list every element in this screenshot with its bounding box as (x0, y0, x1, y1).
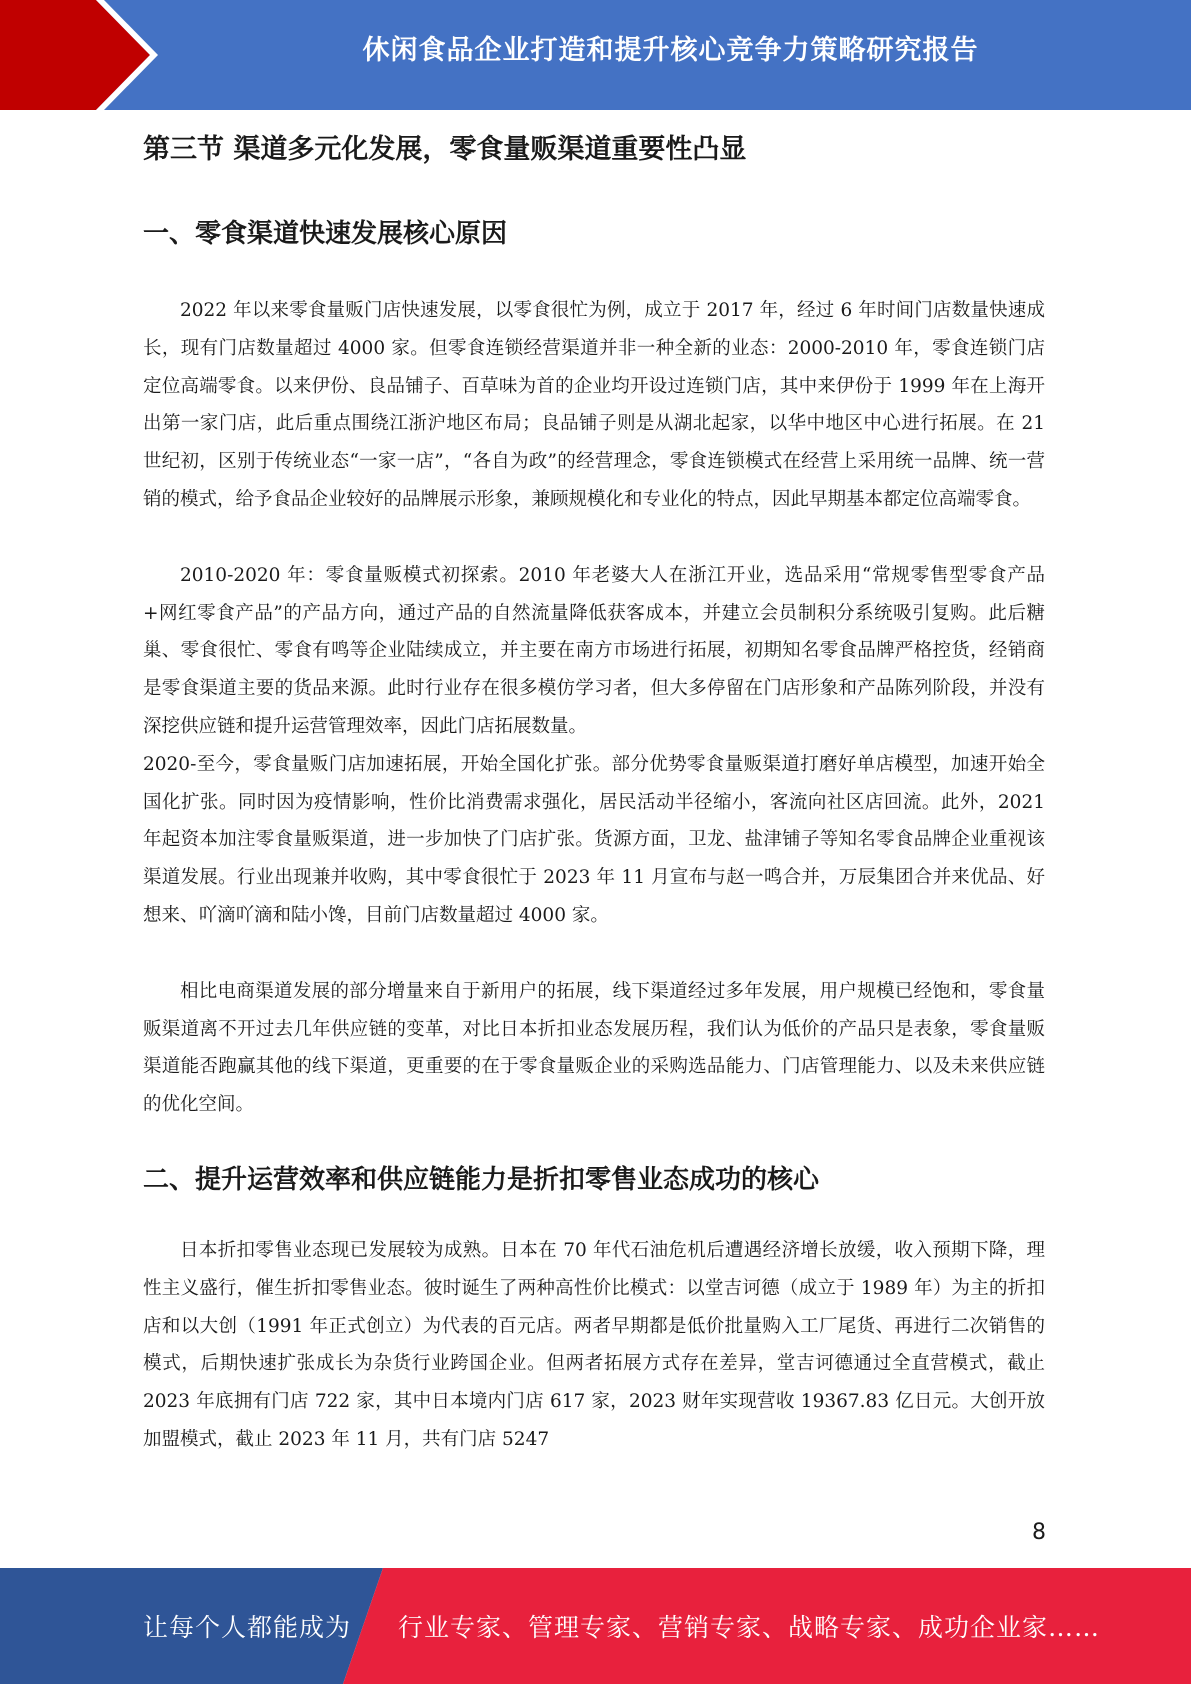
page-footer (0, 1568, 1191, 1684)
page-content (143, 130, 1045, 1459)
part2-heading: 二、提升运营效率和供应链能力是折扣零售业态成功的核心 (143, 1164, 820, 1195)
part1-paragraph-3: 2020-至今，零食量贩门店加速拓展，开始全国化扩张。部分优势零食量贩渠道打磨好单店模型，加速开始全国化扩张。同时因为疫情影响，性价比消费需求强化，居民活动半径缩小，客流向社区店回流。此外，2021 年起资本加注零食量贩渠道，进一步加快了门店扩张。货源方面，卫龙、盐津铺子等知名零食品牌企业重视该渠道发展。行业出现兼并收购，其中零食很忙于 2023 年 11 月宣布与赵一鸣合并，万辰集团合并来优品、好想来、吖滴吖滴和陆小馋，目前门店数量超过 4000 家。 (143, 753, 1045, 926)
footer-slogan-left: 让每个人都能成为 (143, 1613, 352, 1642)
part2-paragraph-1: 日本折扣零售业态现已发展较为成熟。日本在 70 年代石油危机后遭遇经济增长放缓，收入预期下降，理性主义盛行，催生折扣零售业态。彼时诞生了两种高性价比模式：以堂吉诃德（成立于 1989 年）为主的折扣店和以大创（1991 年正式创立）为代表的百元店。两者早期都是低价批量购入工厂尾货、再进行二次销售的模式，后期快速扩张成长为杂货行业跨国企业。但两者拓展方式存在差异，堂吉诃德通过全直营模式，截止 2023 年底拥有门店 722 家，其中日本境内门店 617 家，2023 财年实现营收 19367.83 亿日元。大创开放加盟模式，截止 2023 年 11 月，共有门店 5247 (143, 1239, 1045, 1450)
part1-paragraph-2: 2010-2020 年：零食量贩模式初探索。2010 年老婆大人在浙江开业，选品采用“常规零售型零食产品+网红零食产品”的产品方向，通过产品的自然流量降低获客成本，并建立会员制积分系统吸引复购。此后糖巢、零食很忙、零食有鸣等企业陆续成立，并主要在南方市场进行拓展，初期知名零食品牌严格控货，经销商是零食渠道主要的货品来源。此时行业存在很多模仿学习者，但大多停留在门店形象和产品陈列阶段，并没有深挖供应链和提升运营管理效率，因此门店拓展数量。 (143, 564, 1045, 737)
page-number: 8 (1032, 1520, 1046, 1545)
section-title: 第三节 渠道多元化发展，零食量贩渠道重要性凸显 (143, 134, 747, 165)
report-title: 休闲食品企业打造和提升核心竞争力策略研究报告 (362, 35, 979, 66)
part1-heading: 一、零食渠道快速发展核心原因 (143, 219, 508, 249)
page-header (0, 0, 1191, 110)
footer-slogan-right: 行业专家、管理专家、营销专家、战略专家、成功企业家…… (398, 1613, 1101, 1642)
part1-paragraph-1: 2022 年以来零食量贩门店快速发展，以零食很忙为例，成立于 2017 年，经过 6 年时间门店数量快速成长，现有门店数量超过 4000 家。但零食连锁经营渠道并非一种全新的业态：2000-2010 年，零食连锁门店定位高端零食。以来伊份、良品铺子、百草味为首的企业均开设过连锁门店，其中来伊份于 1999 年在上海开出第一家门店，此后重点围绕江浙沪地区布局；良品铺子则是从湖北起家，以华中地区中心进行拓展。在 21 世纪初，区别于传统业态“一家一店”，“各自为政”的经营理念，零食连锁模式在经营上采用统一品牌、统一营销的模式，给予食品企业较好的品牌展示形象，兼顾规模化和专业化的特点，因此早期基本都定位高端零食。 (143, 300, 1045, 510)
part1-paragraph-4: 相比电商渠道发展的部分增量来自于新用户的拓展，线下渠道经过多年发展，用户规模已经饱和，零食量贩渠道离不开过去几年供应链的变革，对比日本折扣业态发展历程，我们认为低价的产品只是表象，零食量贩渠道能否跑赢其他的线下渠道，更重要的在于零食量贩企业的采购选品能力、门店管理能力、以及未来供应链的优化空间。 (143, 980, 1045, 1116)
